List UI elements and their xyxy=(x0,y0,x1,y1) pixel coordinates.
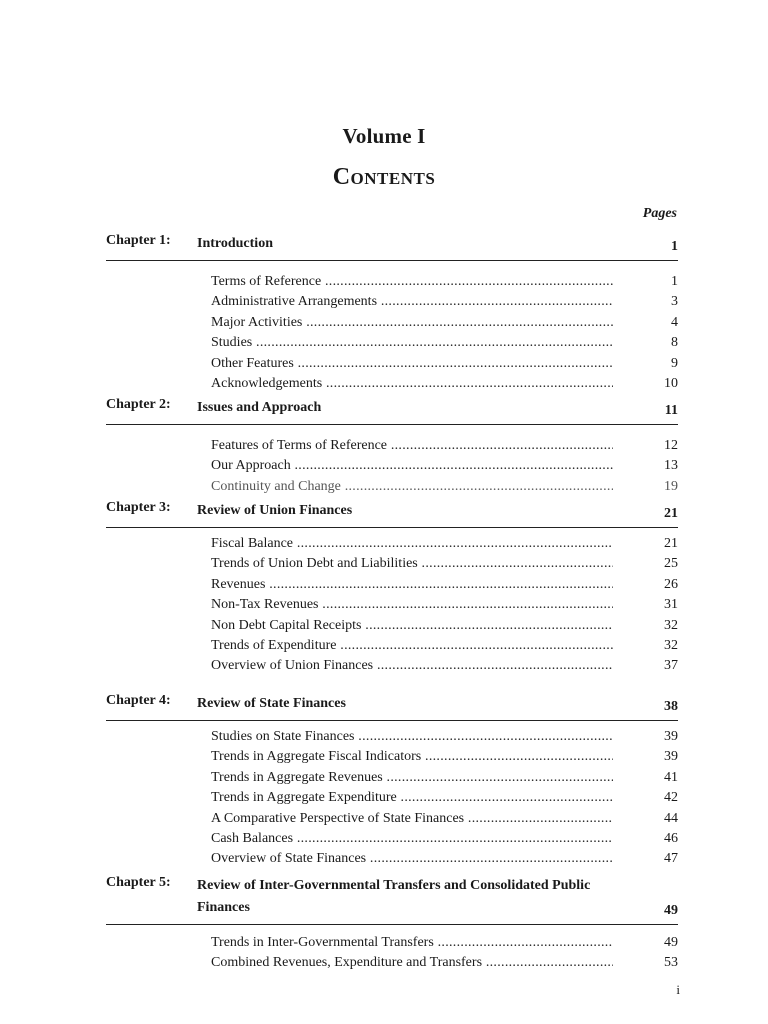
chapter-page: 11 xyxy=(664,403,678,418)
toc-entry[interactable] xyxy=(106,616,678,636)
entry-title: Continuity and Change ..... xyxy=(211,477,613,497)
entry-title: Trends in Aggregate Revenues ..... xyxy=(211,768,613,788)
entry-title: Administrative Arrangements ..... xyxy=(211,292,613,312)
chapter-heading[interactable] xyxy=(106,500,678,528)
toc-entry[interactable] xyxy=(106,656,678,676)
toc-entry[interactable] xyxy=(106,333,678,353)
toc-entry[interactable] xyxy=(106,953,678,973)
entry-page: 42 xyxy=(664,790,678,806)
toc-entry[interactable] xyxy=(106,354,678,374)
entry-title: Trends in Aggregate Fiscal Indicators ..... xyxy=(211,747,613,767)
chapter-page: 38 xyxy=(664,699,678,714)
entry-page: 4 xyxy=(671,314,678,330)
entry-page: 32 xyxy=(664,637,678,653)
entry-title: Cash Balances ..... xyxy=(211,829,613,849)
toc-entry[interactable] xyxy=(106,292,678,312)
toc-entry[interactable] xyxy=(106,374,678,394)
chapter-title: Review of State Finances xyxy=(197,696,346,711)
toc-entry[interactable] xyxy=(106,575,678,595)
entry-title: Studies on State Finances ..... xyxy=(211,727,613,747)
entry-page: 32 xyxy=(664,617,678,633)
entry-title: Trends of Union Debt and Liabilities ..... xyxy=(211,554,613,574)
chapter-1 xyxy=(106,233,678,394)
chapter-heading[interactable] xyxy=(106,233,678,261)
entry-page: 8 xyxy=(671,335,678,351)
entry-page: 1 xyxy=(671,274,678,289)
entry-page: 12 xyxy=(664,438,678,453)
chapter-page: 21 xyxy=(664,506,678,521)
entry-page: 53 xyxy=(664,955,678,971)
entry-page: 47 xyxy=(664,851,678,867)
entry-page: 26 xyxy=(664,576,678,592)
entry-title: Overview of Union Finances ..... xyxy=(211,656,613,676)
toc-entry[interactable] xyxy=(106,595,678,615)
toc-entry[interactable] xyxy=(106,313,678,333)
toc-entry[interactable] xyxy=(106,272,678,292)
entry-page: 41 xyxy=(664,769,678,785)
chapter-number: Chapter 4: xyxy=(106,693,171,708)
entry-title: Non-Tax Revenues ..... xyxy=(211,595,613,615)
toc-entry[interactable] xyxy=(106,636,678,656)
entry-title: Combined Revenues, Expenditure and Transfers ..... xyxy=(211,953,613,973)
entry-title: Fiscal Balance ..... xyxy=(211,534,613,554)
entry-title: Trends of Expenditure ..... xyxy=(211,636,613,656)
entry-page: 10 xyxy=(664,375,678,391)
toc-entry[interactable] xyxy=(106,768,678,788)
toc-entry[interactable] xyxy=(106,436,678,456)
toc-entry[interactable] xyxy=(106,829,678,849)
entry-title: Revenues ..... xyxy=(211,575,613,595)
volume-title: Volume I xyxy=(342,124,426,148)
entry-page: 37 xyxy=(664,658,678,674)
entry-page: 46 xyxy=(664,830,678,846)
entry-title: Overview of State Finances ..... xyxy=(211,849,613,869)
chapter-number: Chapter 1: xyxy=(106,233,171,248)
entry-title: Other Features ..... xyxy=(211,354,613,374)
chapter-4 xyxy=(106,693,678,870)
entry-page: 31 xyxy=(664,597,678,613)
toc-entry[interactable] xyxy=(106,534,678,554)
entry-page: 3 xyxy=(671,294,678,310)
entry-title: A Comparative Perspective of State Finances ..... xyxy=(211,809,613,829)
toc-entry[interactable] xyxy=(106,554,678,574)
entry-title: Our Approach ..... xyxy=(211,456,613,476)
entry-page: 25 xyxy=(664,556,678,572)
chapter-number: Chapter 3: xyxy=(106,500,171,515)
chapter-title: Issues and Approach xyxy=(197,400,322,415)
chapter-title: Introduction xyxy=(197,236,273,251)
entry-page: 9 xyxy=(671,355,678,371)
chapter-number: Chapter 5: xyxy=(106,875,171,890)
toc-entry[interactable] xyxy=(106,727,678,747)
entry-page: 39 xyxy=(664,729,678,744)
toc-entry[interactable] xyxy=(106,933,678,953)
entry-page: 39 xyxy=(664,749,678,765)
chapter-page: 49 xyxy=(664,903,678,918)
contents-title: Contents xyxy=(332,164,436,190)
entry-title: Non Debt Capital Receipts ..... xyxy=(211,616,613,636)
chapter-entries xyxy=(106,272,678,394)
page-number: i xyxy=(676,982,680,997)
chapter-2 xyxy=(106,397,678,497)
entry-page: 13 xyxy=(664,458,678,474)
chapter-page: 1 xyxy=(671,239,678,254)
entry-page: 19 xyxy=(664,478,678,494)
chapter-number: Chapter 2: xyxy=(106,397,171,412)
toc-entry[interactable] xyxy=(106,788,678,808)
chapter-entries xyxy=(106,534,678,677)
toc-entry[interactable] xyxy=(106,477,678,497)
entry-page: 49 xyxy=(664,935,678,950)
entry-title: Trends in Aggregate Expenditure ..... xyxy=(211,788,613,808)
chapter-3 xyxy=(106,500,678,677)
entry-title: Terms of Reference ..... xyxy=(211,272,613,292)
entry-title: Major Activities ..... xyxy=(211,313,613,333)
entry-page: 44 xyxy=(664,810,678,826)
chapter-entries xyxy=(106,933,678,974)
chapter-entries xyxy=(106,436,678,497)
toc-entry[interactable] xyxy=(106,849,678,869)
entry-title: Studies ..... xyxy=(211,333,613,353)
chapter-title: Review of Union Finances xyxy=(197,503,353,518)
chapter-entries xyxy=(106,727,678,870)
entry-title: Trends in Inter-Governmental Transfers ..... xyxy=(211,933,613,953)
entry-title: Acknowledgements ..... xyxy=(211,374,613,394)
chapter-title: Review of Inter-Governmental Transfers and Consolidated Public Finances xyxy=(197,878,591,915)
toc-entry[interactable] xyxy=(106,456,678,476)
toc-entry[interactable] xyxy=(106,809,678,829)
chapter-heading[interactable] xyxy=(106,693,678,721)
entry-page: 21 xyxy=(664,536,678,551)
chapter-5 xyxy=(106,875,678,974)
toc-entry[interactable] xyxy=(106,747,678,767)
entry-title: Features of Terms of Reference ..... xyxy=(211,436,613,456)
pages-column-label: Pages xyxy=(642,206,677,221)
chapter-heading[interactable] xyxy=(106,397,678,425)
chapter-heading[interactable] xyxy=(106,875,678,925)
